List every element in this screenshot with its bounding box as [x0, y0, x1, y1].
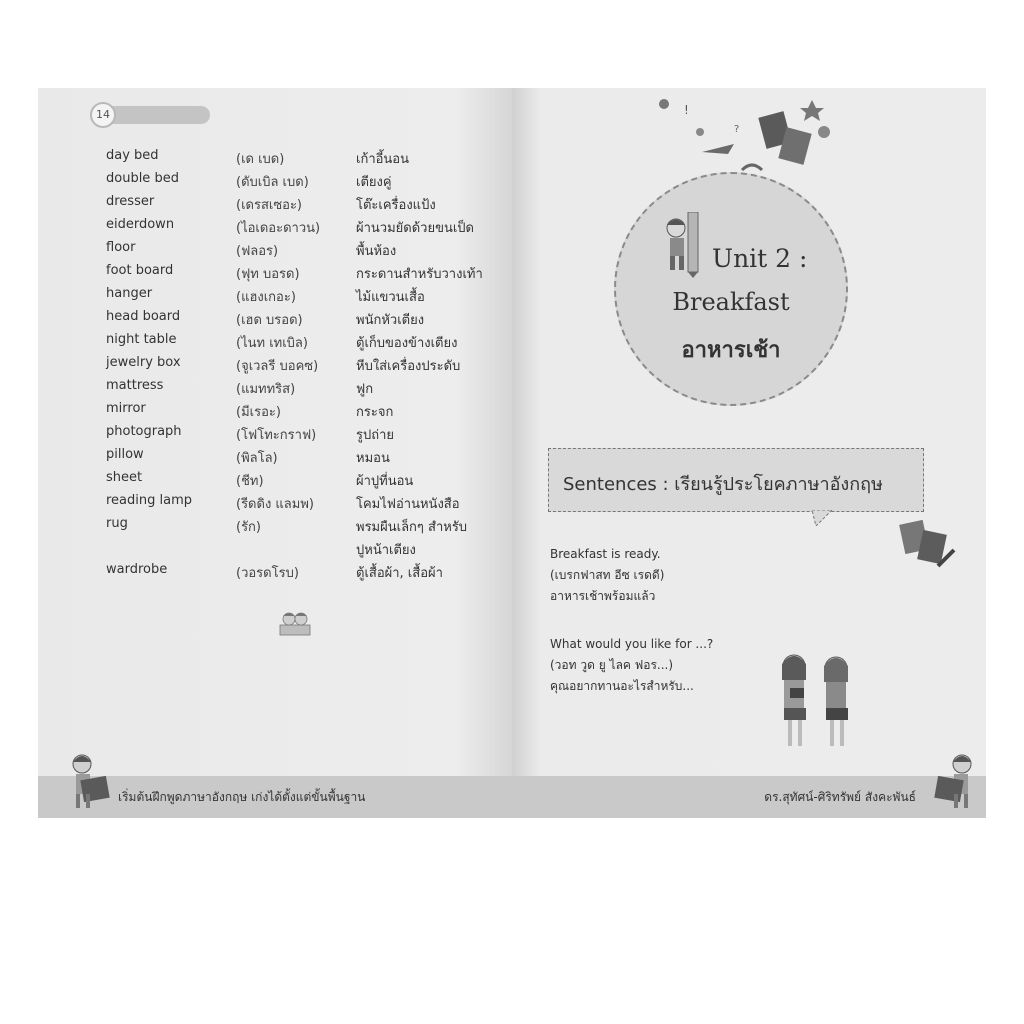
vocab-english: wardrobe [106, 562, 168, 577]
vocab-phonetic: (ฟลอร) [236, 244, 279, 259]
vocab-english: photograph [106, 424, 182, 439]
vocab-row [106, 194, 506, 217]
open-book-spread [38, 88, 986, 818]
vocab-thai: โต๊ะเครื่องแป้ง [356, 198, 436, 213]
page-number: 14 [90, 102, 116, 128]
vocab-phonetic: (รีดดิง แลมพ) [236, 497, 314, 512]
vocab-row [106, 240, 506, 263]
sentence-2-thai: คุณอยากทานอะไรสำหรับ... [550, 679, 694, 693]
vocab-thai: รูปถ่าย [356, 428, 395, 443]
sentence-1-en: Breakfast is ready. [550, 547, 661, 561]
vocab-phonetic: (โฟโทะกราฟ) [236, 428, 317, 443]
vocab-phonetic: (เดรสเซอะ) [236, 198, 303, 213]
vocab-thai: ตู้เสื้อผ้า, เสื้อผ้า [356, 566, 443, 581]
left-page [38, 88, 512, 818]
vocab-phonetic: (ดับเบิล เบด) [236, 175, 309, 190]
vocab-phonetic: (จูเวลรี บอคซ) [236, 359, 319, 374]
vocab-row [106, 493, 506, 516]
sentence-1-thai: อาหารเช้าพร้อมแล้ว [550, 589, 656, 603]
vocab-thai: ผ้าปูที่นอน [356, 474, 414, 489]
vocab-row [106, 470, 506, 493]
boy-with-pencil-illustration [660, 212, 710, 278]
vocab-phonetic: (วอรดโรบ) [236, 566, 299, 581]
vocab-english: mirror [106, 401, 146, 416]
vocab-thai: ฟูก [356, 382, 374, 397]
vocab-row [106, 148, 506, 171]
vocab-english: head board [106, 309, 181, 324]
sentence-2 [550, 634, 713, 697]
left-footer-band [38, 776, 512, 818]
vocab-thai: พื้นห้อง [356, 244, 397, 259]
sentence-1-phonetic: (เบรกฟาสท อีซ เรดดี) [550, 568, 665, 582]
school-doodles-illustration [642, 92, 842, 182]
vocab-thai: โคมไฟอ่านหนังสือ [356, 497, 460, 512]
vocab-phonetic: (ไนท เทเบิล) [236, 336, 308, 351]
vocab-thai-continued: ปูหน้าเตียง [356, 543, 416, 558]
vocab-english: day bed [106, 148, 159, 163]
sentence-2-phonetic: (วอท วูด ยู ไลค ฟอร...) [550, 658, 674, 672]
vocab-english: night table [106, 332, 177, 347]
vocab-english: jewelry box [106, 355, 181, 370]
banner-tail [812, 510, 832, 526]
vocab-row [106, 516, 506, 562]
unit-name: Breakfast [672, 288, 790, 316]
two-girls-illustration [764, 650, 864, 750]
vocab-thai: พนักหัวเตียง [356, 313, 425, 328]
vocab-thai: เตียงคู่ [356, 175, 392, 190]
vocab-thai: กระจก [356, 405, 394, 420]
vocab-english: hanger [106, 286, 153, 301]
sentences-banner [548, 448, 924, 512]
svg-text:!: ! [684, 103, 689, 117]
vocab-phonetic: (ไอเดอะดาวน) [236, 221, 321, 236]
vocab-thai: พรมผืนเล็กๆ สำหรับ [356, 520, 468, 535]
vocab-row [106, 562, 506, 585]
vocab-phonetic: (ชีท) [236, 474, 264, 489]
vocab-thai: หมอน [356, 451, 390, 466]
svg-text:?: ? [734, 124, 740, 135]
right-footer-band [512, 776, 986, 818]
vocab-phonetic: (เฮด บรอด) [236, 313, 303, 328]
vocab-english: reading lamp [106, 493, 193, 508]
vocab-row [106, 332, 506, 355]
reading-girl-icon [934, 750, 982, 812]
vocab-phonetic: (พิลโล) [236, 451, 278, 466]
vocab-english: eiderdown [106, 217, 175, 232]
vocab-phonetic: (มีเรอะ) [236, 405, 281, 420]
vocab-row [106, 424, 506, 447]
vocab-phonetic: (ฟุท บอรด) [236, 267, 300, 282]
vocab-english: sheet [106, 470, 143, 485]
books-pencil-icon [898, 518, 956, 572]
sentence-1 [550, 544, 664, 607]
vocab-phonetic: (รัก) [236, 520, 261, 535]
sentences-heading: Sentences : เรียนรู้ประโยคภาษาอังกฤษ [563, 474, 883, 495]
sentence-2-en: What would you like for ...? [550, 637, 714, 651]
vocab-row [106, 171, 506, 194]
right-page [512, 88, 986, 818]
vocab-row [106, 378, 506, 401]
unit-thai-title: อาหารเช้า [681, 338, 781, 363]
unit-label: Unit 2 : [712, 244, 808, 273]
vocab-english: mattress [106, 378, 164, 393]
vocab-row [106, 401, 506, 424]
vocab-row [106, 447, 506, 470]
vocab-english: double bed [106, 171, 179, 186]
left-footer-text: เริ่มต้นฝึกพูดภาษาอังกฤษ เก่งได้ตั้งแต่ขั้นพื้นฐาน [118, 790, 366, 804]
vocab-row [106, 263, 506, 286]
vocab-thai: หีบใส่เครื่องประดับ [356, 359, 461, 374]
vocab-english: rug [106, 516, 128, 531]
vocabulary-list [106, 148, 506, 585]
vocab-row [106, 309, 506, 332]
vocab-english: dresser [106, 194, 155, 209]
right-footer-text: ดร.สุทัศน์-ศิริทรัพย์ สังคะพันธ์ [764, 790, 916, 804]
vocab-thai: ไม้แขวนเสื้อ [356, 290, 425, 305]
vocab-row [106, 286, 506, 309]
vocab-thai: กระดานสำหรับวางเท้า [356, 267, 483, 282]
vocab-english: pillow [106, 447, 144, 462]
vocab-row [106, 217, 506, 240]
vocab-row [106, 355, 506, 378]
vocab-thai: ผ้านวมยัดด้วยขนเป็ด [356, 221, 475, 236]
vocab-phonetic: (แฮงเกอะ) [236, 290, 296, 305]
vocab-thai: เก้าอี้นอน [356, 152, 410, 167]
vocab-english: floor [106, 240, 136, 255]
reading-girl-icon [62, 750, 110, 812]
vocab-phonetic: (แมททริส) [236, 382, 296, 397]
reading-kids-illustration [278, 611, 312, 637]
vocab-english: foot board [106, 263, 174, 278]
vocab-thai: ตู้เก็บของข้างเตียง [356, 336, 458, 351]
vocab-phonetic: (เด เบด) [236, 152, 285, 167]
